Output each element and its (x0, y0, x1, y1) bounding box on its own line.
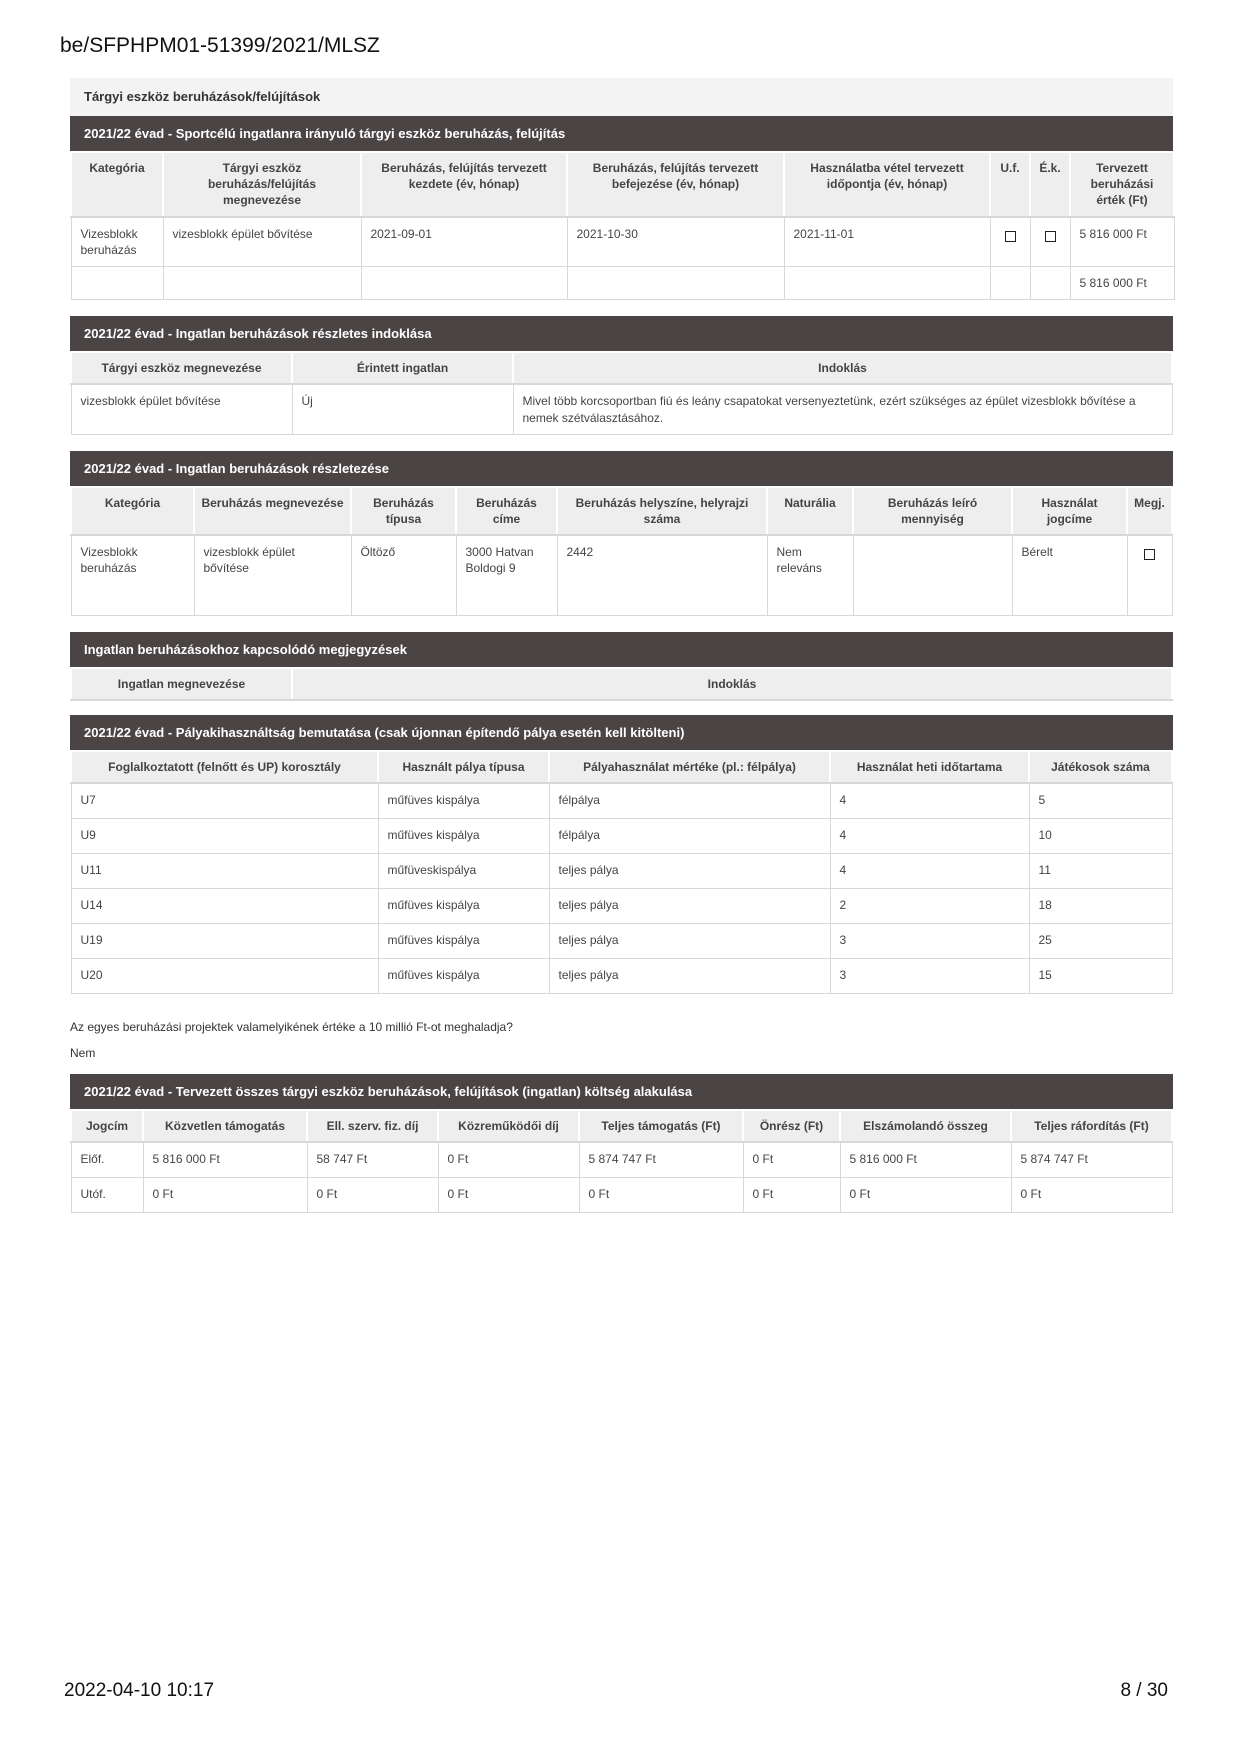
col-header: Közreműködői díj (438, 1110, 579, 1142)
total-value: 5 816 000 Ft (1070, 267, 1174, 300)
cell-usage: félpálya (549, 819, 830, 854)
table-row (71, 959, 1172, 994)
cell-naturalia: Nem releváns (767, 535, 853, 615)
table-header-row (71, 668, 1172, 700)
col-header: Megj. (1127, 487, 1172, 535)
cell-age-group: U7 (71, 783, 378, 819)
col-header: Teljes ráfordítás (Ft) (1011, 1110, 1172, 1142)
cell-megnevezes: vizesblokk épület bővítése (71, 384, 292, 434)
table-header-row (71, 751, 1172, 783)
cell-teljes-tamogatas: 5 874 747 Ft (579, 1142, 743, 1178)
cell-ell-szerv: 0 Ft (307, 1178, 438, 1213)
col-header: Közvetlen támogatás (143, 1110, 307, 1142)
table-row (71, 217, 1174, 267)
cell-teljes-tamogatas: 0 Ft (579, 1178, 743, 1213)
table-row (71, 783, 1172, 819)
cell-kozremukodoi: 0 Ft (438, 1142, 579, 1178)
cell-players: 18 (1029, 889, 1172, 924)
empty-cell (1030, 267, 1070, 300)
cell-hours: 2 (830, 889, 1029, 924)
cell-kategoria: Vizesblokk beruházás (71, 535, 194, 615)
cell-befejezese: 2021-10-30 (567, 217, 784, 267)
cell-pitch-type: műfüves kispálya (378, 924, 549, 959)
cell-ek (1030, 217, 1070, 267)
col-header: Beruházás, felújítás tervezett befejezése (év, hónap) (567, 152, 784, 217)
cell-uf (990, 217, 1030, 267)
table6-title: 2021/22 évad - Tervezett összes tárgyi eszköz beruházások, felújítások (ingatlan) költség alakulása (70, 1074, 1173, 1109)
col-header: Beruházás helyszíne, helyrajzi száma (557, 487, 767, 535)
col-header: Pályahasználat mértéke (pl.: félpálya) (549, 751, 830, 783)
col-header: Foglalkoztatott (felnőtt és UP) korosztály (71, 751, 378, 783)
empty-cell (163, 267, 361, 300)
cell-players: 15 (1029, 959, 1172, 994)
cell-indoklas: Mivel több korcsoportban fiú és leány csapatokat versenyeztetünk, ezért szükséges az épület vizesblokk bővítése a nemek szétválasztásához. (513, 384, 1172, 434)
cell-age-group: U14 (71, 889, 378, 924)
investment-table (70, 151, 1175, 300)
col-header: Önrész (Ft) (743, 1110, 840, 1142)
empty-cell (567, 267, 784, 300)
cell-pitch-type: műfüves kispálya (378, 783, 549, 819)
footer-page-number: 8 / 30 (1120, 1680, 1168, 1701)
col-header: Beruházás megnevezése (194, 487, 351, 535)
col-header: Teljes támogatás (Ft) (579, 1110, 743, 1142)
cell-kategoria: Vizesblokk beruházás (71, 217, 163, 267)
cost-table (70, 1109, 1173, 1213)
cell-usage: félpálya (549, 783, 830, 819)
document-content (70, 78, 1173, 1213)
footer-datetime: 2022-04-10 10:17 (64, 1680, 215, 1701)
col-header: Kategória (71, 152, 163, 217)
col-header: Jogcím (71, 1110, 143, 1142)
empty-cell (990, 267, 1030, 300)
table-row (71, 924, 1172, 959)
table-header-row (71, 487, 1172, 535)
col-header: Elszámolandó összeg (840, 1110, 1011, 1142)
cell-kezdete: 2021-09-01 (361, 217, 567, 267)
cell-hours: 3 (830, 959, 1029, 994)
cell-pitch-type: műfüveskispálya (378, 854, 549, 889)
cell-ertek: 5 816 000 Ft (1070, 217, 1174, 267)
col-header: Használt pálya típusa (378, 751, 549, 783)
col-header: Tárgyi eszköz beruházás/felújítás megnevezése (163, 152, 361, 217)
col-header: Beruházás leíró mennyiség (853, 487, 1012, 535)
cell-usage: teljes pálya (549, 889, 830, 924)
cell-helyszine: 2442 (557, 535, 767, 615)
cell-hasznalatba: 2021-11-01 (784, 217, 990, 267)
cell-ingatlan: Új (292, 384, 513, 434)
cell-megnevezes: vizesblokk épület bővítése (163, 217, 361, 267)
cell-jogcim: Előf. (71, 1142, 143, 1178)
col-header: Tárgyi eszköz megnevezése (71, 352, 292, 384)
cell-age-group: U11 (71, 854, 378, 889)
col-header: Használatba vétel tervezett időpontja (év, hónap) (784, 152, 990, 217)
cell-hours: 4 (830, 783, 1029, 819)
table-row (71, 819, 1172, 854)
table-row (71, 854, 1172, 889)
table-row (71, 889, 1172, 924)
col-header: Tervezett beruházási érték (Ft) (1070, 152, 1174, 217)
table5-title: 2021/22 évad - Pályakihasználtság bemutatása (csak újonnan építendő pálya esetén kell kitölteni) (70, 715, 1173, 750)
section-title: Tárgyi eszköz beruházások/felújítások (70, 78, 1173, 116)
col-header: Használat jogcíme (1012, 487, 1127, 535)
cell-players: 10 (1029, 819, 1172, 854)
table1-title: 2021/22 évad - Sportcélú ingatlanra irányuló tárgyi eszköz beruházás, felújítás (70, 116, 1173, 151)
col-header: U.f. (990, 152, 1030, 217)
col-header: Használat heti időtartama (830, 751, 1029, 783)
col-header: Beruházás, felújítás tervezett kezdete (év, hónap) (361, 152, 567, 217)
cell-cime: 3000 Hatvan Boldogi 9 (456, 535, 557, 615)
cell-age-group: U9 (71, 819, 378, 854)
cell-teljes-raforditas: 0 Ft (1011, 1178, 1172, 1213)
empty-cell (784, 267, 990, 300)
col-header: É.k. (1030, 152, 1070, 217)
empty-cell (71, 267, 163, 300)
cell-onresz: 0 Ft (743, 1178, 840, 1213)
cell-pitch-type: műfüves kispálya (378, 959, 549, 994)
cell-pitch-type: műfüves kispálya (378, 889, 549, 924)
table-header-row (71, 1110, 1172, 1142)
ek-checkbox[interactable] (1045, 231, 1056, 242)
table-row (71, 384, 1172, 434)
cell-hours: 4 (830, 854, 1029, 889)
total-row (71, 267, 1174, 300)
cell-players: 5 (1029, 783, 1172, 819)
col-header: Naturália (767, 487, 853, 535)
col-header: Beruházás címe (456, 487, 557, 535)
table-header-row (71, 352, 1172, 384)
pitch-usage-table (70, 750, 1173, 994)
empty-cell (361, 267, 567, 300)
cell-players: 11 (1029, 854, 1172, 889)
cell-teljes-raforditas: 5 874 747 Ft (1011, 1142, 1172, 1178)
cell-elszamolando: 5 816 000 Ft (840, 1142, 1011, 1178)
col-header: Beruházás típusa (351, 487, 456, 535)
cell-tipusa: Öltöző (351, 535, 456, 615)
megj-checkbox[interactable] (1144, 549, 1155, 560)
col-header: Indoklás (513, 352, 1172, 384)
table4-title: Ingatlan beruházásokhoz kapcsolódó megjegyzések (70, 632, 1173, 667)
property-details-table (70, 486, 1173, 616)
cell-ell-szerv: 58 747 Ft (307, 1142, 438, 1178)
document-id: be/SFPHPM01-51399/2021/MLSZ (60, 34, 380, 57)
col-header: Játékosok száma (1029, 751, 1172, 783)
cell-mennyiseg (853, 535, 1012, 615)
cell-pitch-type: műfüves kispálya (378, 819, 549, 854)
cell-megj (1127, 535, 1172, 615)
cell-hours: 3 (830, 924, 1029, 959)
cell-usage: teljes pálya (549, 959, 830, 994)
cell-age-group: U20 (71, 959, 378, 994)
col-header: Kategória (71, 487, 194, 535)
cell-kozvetlen: 0 Ft (143, 1178, 307, 1213)
cell-usage: teljes pálya (549, 924, 830, 959)
question-text: Az egyes beruházási projektek valamelyikének értéke a 10 millió Ft-ot meghaladja? (70, 1020, 513, 1035)
answer-text: Nem (70, 1046, 96, 1061)
cell-age-group: U19 (71, 924, 378, 959)
col-header: Ell. szerv. fiz. díj (307, 1110, 438, 1142)
cell-kozremukodoi: 0 Ft (438, 1178, 579, 1213)
cell-jogcime: Bérelt (1012, 535, 1127, 615)
col-header: Ingatlan megnevezése (71, 668, 292, 700)
justification-table (70, 351, 1173, 435)
uf-checkbox[interactable] (1005, 231, 1016, 242)
cell-elszamolando: 0 Ft (840, 1178, 1011, 1213)
cell-hours: 4 (830, 819, 1029, 854)
table3-title: 2021/22 évad - Ingatlan beruházások részletezése (70, 451, 1173, 486)
col-header: Érintett ingatlan (292, 352, 513, 384)
col-header: Indoklás (292, 668, 1172, 700)
cell-kozvetlen: 5 816 000 Ft (143, 1142, 307, 1178)
cell-usage: teljes pálya (549, 854, 830, 889)
cell-players: 25 (1029, 924, 1172, 959)
table2-title: 2021/22 évad - Ingatlan beruházások részletes indoklása (70, 316, 1173, 351)
table-row (71, 1142, 1172, 1178)
table-row (71, 535, 1172, 615)
cell-onresz: 0 Ft (743, 1142, 840, 1178)
cell-megnevezes: vizesblokk épület bővítése (194, 535, 351, 615)
table-row (71, 1178, 1172, 1213)
table-header-row (71, 152, 1174, 217)
notes-table (70, 667, 1173, 701)
cell-jogcim: Utóf. (71, 1178, 143, 1213)
